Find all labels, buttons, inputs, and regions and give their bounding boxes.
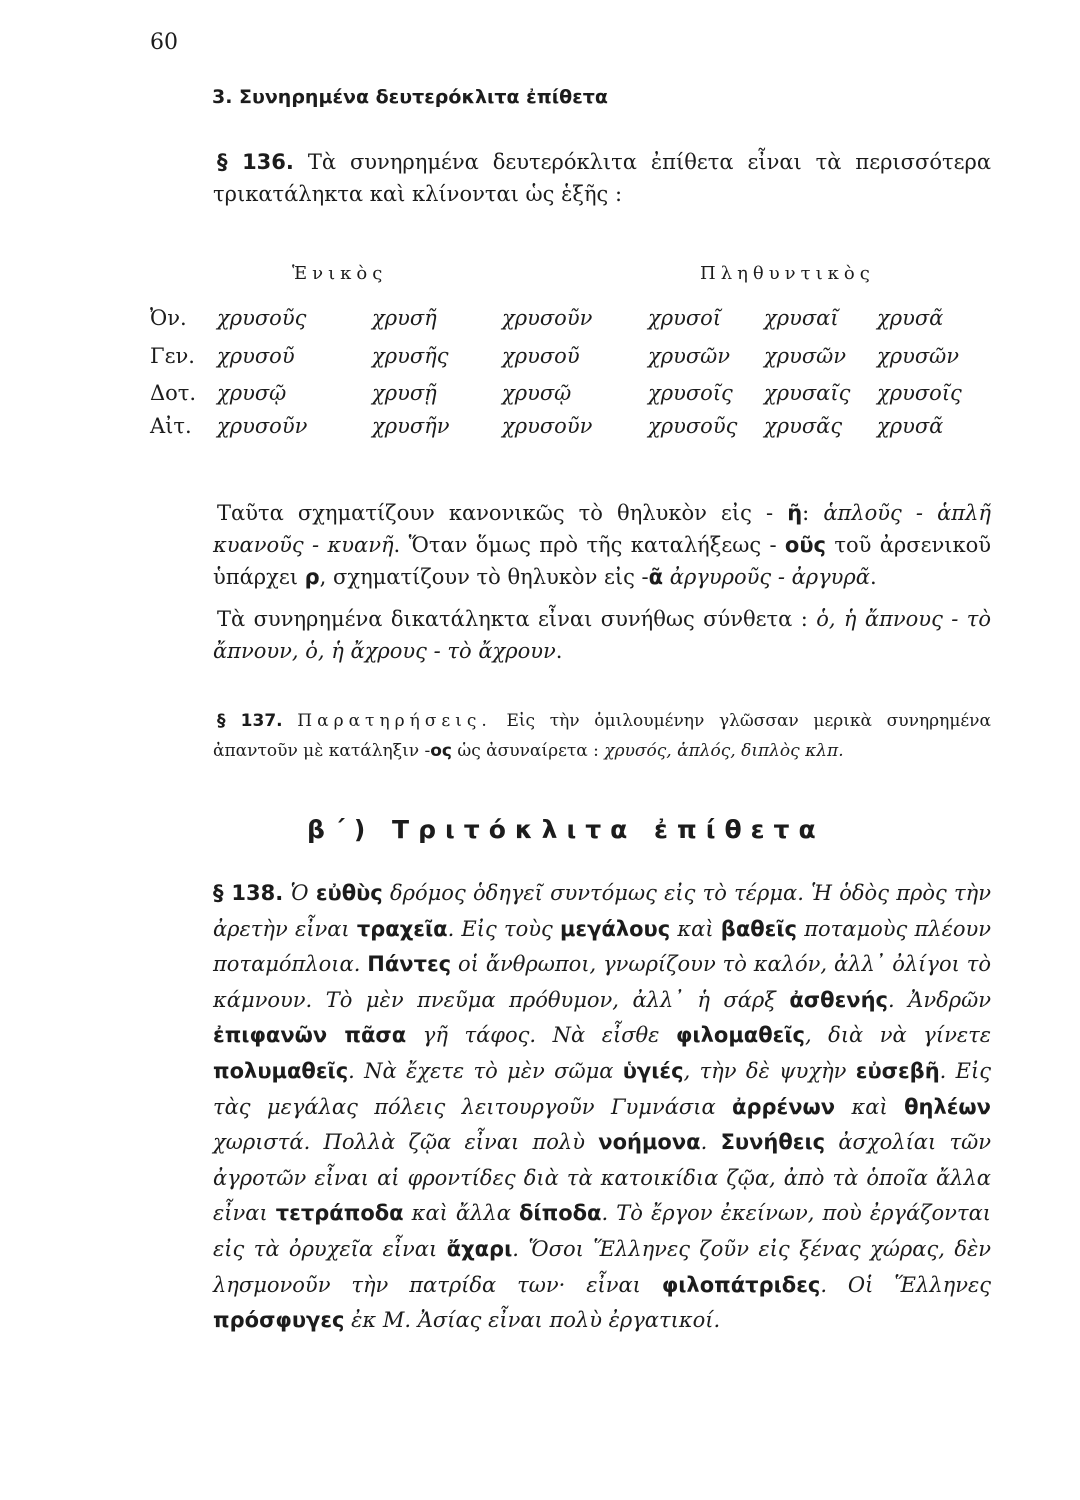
example-text: . Ὅσοι Ἕλληνες ζοῦν εἰς ξένας χώρας, δὲν λησμονοῦν τὴν πατρίδα των· εἶναι	[213, 1236, 991, 1297]
two-ending-text: Τὰ συνηρημένα δικατάληκτα εἶναι συνήθως σύνθετα :	[217, 607, 817, 631]
rule-text: Ταῦτα σχηματίζουν κανονικῶς τὸ θηλυκὸν εἰς -	[217, 501, 788, 525]
letter-rho: ρ	[304, 565, 320, 589]
section-number-137: § 137.	[217, 711, 283, 731]
example-text: χωριστά. Πολλὰ ζῷα εἶναι πολὺ	[213, 1130, 599, 1155]
form-masc-pl: χρυσοῖ	[648, 306, 722, 330]
subsection-heading-beta: β΄) Τριτόκλιτα ἐπίθετα	[307, 815, 825, 844]
remarks-example: χρυσός, ἁπλός, διπλὸς κλπ.	[604, 741, 844, 761]
bold-adjective: μεγάλους	[559, 916, 671, 941]
rule-example: ἁπλοῦς - ἁπλῆ κυανοῦς - κυανῆ	[213, 501, 991, 557]
example-text	[283, 881, 290, 905]
bold-adjective: τραχεῖα	[356, 916, 448, 941]
example-text: , διὰ νὰ γίνετε	[804, 1023, 991, 1048]
bold-adjective: ἐπιφανῶν πᾶσα	[213, 1023, 407, 1048]
case-label: Αἰτ.	[150, 414, 192, 438]
bold-adjective: φιλομαθεῖς	[676, 1023, 805, 1048]
example-text: ἐκ Μ. Ἀσίας εἶναι πολὺ ἐργατικοί.	[344, 1308, 721, 1333]
example-text: καὶ	[670, 916, 721, 941]
rule-text: . Ὅταν ὅμως πρὸ τῆς καταλήξεως -	[393, 533, 785, 557]
table-row	[0, 414, 1080, 448]
example-text: Ὁ	[290, 881, 316, 905]
ending-os: ος	[430, 741, 452, 761]
example-text: . Οἱ Ἕλληνες	[820, 1272, 992, 1297]
example-text: , τὴν δὲ ψυχὴν	[683, 1058, 856, 1083]
table-row	[0, 381, 1080, 415]
paragraph-two-ending	[213, 603, 991, 667]
remarks-text: Εἰς τὴν ὁμιλουμένην γλῶσσαν μερικὰ συνηρημένα ἀπαντοῦν μὲ κατάληξιν -	[213, 711, 991, 761]
bold-adjective: πρόσφυγες	[213, 1308, 345, 1333]
form-neut-sg: χρυσοῦν	[502, 306, 593, 330]
example-text: γῆ τάφος. Νὰ εἶσθε	[406, 1023, 676, 1048]
form-masc-sg: χρυσοῦς	[217, 306, 307, 330]
section-number-138: § 138.	[213, 881, 284, 905]
form-neut-sg: χρυσοῦν	[502, 414, 593, 438]
form-neut-sg: χρυσοῦ	[502, 344, 580, 368]
bold-adjective: ἀρρένων	[732, 1094, 836, 1119]
example-text: . Εἰς τοὺς	[447, 916, 560, 941]
paragraph-feminine-rule	[213, 497, 991, 593]
form-neut-pl: χρυσᾶ	[877, 306, 944, 330]
singular-label: Ἑνικὸς	[292, 263, 388, 284]
table-row	[0, 344, 1080, 378]
case-label: Ὀν.	[150, 306, 187, 330]
example-text: .	[700, 1130, 721, 1155]
form-fem-sg: χρυσῆ	[372, 306, 437, 330]
table-row	[0, 306, 1080, 340]
rule-text: :	[802, 501, 824, 525]
form-neut-pl: χρυσοῖς	[877, 381, 962, 405]
page-number: 60	[150, 30, 178, 55]
case-label: Δοτ.	[150, 381, 197, 405]
form-neut-pl: χρυσῶν	[877, 344, 960, 368]
section-number-136: § 136.	[217, 150, 294, 174]
plural-label: Πληθυντικὸς	[700, 263, 875, 284]
case-label: Γεν.	[150, 344, 195, 368]
paragraph-138-body	[213, 881, 991, 1332]
example-text: δρόμος ὁδηγεῖ συντόμως εἰς τὸ τέρμα. Ἡ ὁδὸς πρὸς τὴν ἀρετὴν εἶναι	[213, 881, 992, 941]
paragraph-137	[213, 706, 991, 766]
bold-adjective: Πάντες	[367, 952, 452, 977]
bold-adjective: εὐθὺς	[315, 881, 383, 905]
paragraph-136	[213, 146, 991, 210]
bold-adjective: εὐσεβῆ	[855, 1058, 940, 1083]
form-fem-sg: χρυσῆν	[372, 414, 450, 438]
bold-adjective: φιλοπάτριδες	[661, 1272, 821, 1297]
bold-adjective: Συνήθεις	[720, 1130, 826, 1155]
bold-adjective: ἀσθενής	[789, 987, 888, 1012]
form-neut-pl: χρυσᾶ	[877, 414, 944, 438]
form-fem-sg: χρυσῆς	[372, 344, 449, 368]
bold-adjective: βαθεῖς	[720, 916, 797, 941]
ending-ous: οῦς	[784, 533, 826, 557]
bold-adjective: θηλέων	[904, 1094, 991, 1119]
example-text: καὶ	[835, 1094, 905, 1119]
form-masc-pl: χρυσοῦς	[648, 414, 738, 438]
example-text: . Νὰ ἔχετε τὸ μὲν σῶμα	[348, 1058, 623, 1083]
form-masc-pl: χρυσοῖς	[648, 381, 733, 405]
form-masc-sg: χρυσοῦν	[217, 414, 308, 438]
form-neut-sg: χρυσῷ	[502, 381, 572, 405]
rule-example: ἀργυροῦς - ἀργυρᾶ	[669, 565, 870, 589]
ending-alpha: ᾶ	[648, 565, 664, 589]
bold-adjective: πολυμαθεῖς	[213, 1058, 349, 1083]
example-text: . Τὸ ἔργον ἐκείνων, ποὺ ἐργάζονται εἰς τὰ ὀρυχεῖα εἶναι	[213, 1201, 991, 1261]
two-ending-example: ὁ, ἡ ἄπνους - τὸ ἄπνουν, ὁ, ἡ ἄχρους - τὸ ἄχρουν	[213, 607, 991, 663]
bold-adjective: τετράποδα	[275, 1201, 404, 1226]
example-text: ποταμοὺς πλέουν ποταμόπλοια.	[213, 916, 992, 977]
rule-text: τοῦ ἀρσενικοῦ ὑπάρχει	[213, 533, 992, 589]
form-masc-sg: χρυσοῦ	[217, 344, 295, 368]
rule-text: , σχηματίζουν τὸ θηλυκὸν εἰς -	[319, 565, 649, 589]
remarks-text: ὡς ἀσυναίρετα :	[451, 741, 605, 761]
paragraph-138	[213, 876, 991, 1339]
bold-adjective: ἄχαρι	[446, 1236, 513, 1261]
form-masc-pl: χρυσῶν	[648, 344, 731, 368]
bold-adjective: δίποδα	[518, 1201, 602, 1226]
rule-text	[663, 565, 670, 589]
form-fem-pl: χρυσᾶς	[764, 414, 843, 438]
bold-adjective: νοήμονα	[598, 1130, 701, 1155]
example-text: . Εἰς τὰς μεγάλας πόλεις λειτουργοῦν Γυμνάσια	[213, 1058, 991, 1119]
two-ending-text: .	[555, 639, 563, 663]
ending-eta: ῆ	[787, 501, 803, 525]
form-fem-pl: χρυσῶν	[764, 344, 847, 368]
example-text: οἱ ἄνθρωποι, γνωρίζουν τὸ καλόν, ἀλλ᾽ ὀλίγοι τὸ κάμνουν. Τὸ μὲν πνεῦμα πρόθυμον, ἀλλ᾽ ἡ σάρξ	[213, 952, 991, 1012]
form-masc-sg: χρυσῷ	[217, 381, 287, 405]
example-text: ἀσχολίαι τῶν ἀγροτῶν εἶναι αἱ φροντίδες διὰ τὰ κατοικίδια ζῷα, ἀπὸ τὰ ὁποῖα ἄλλα εἶναι	[213, 1130, 992, 1226]
example-text: καὶ ἄλλα	[403, 1201, 519, 1226]
bold-adjective: ὑγιές	[622, 1058, 684, 1083]
section-heading: 3. Συνηρημένα δευτερόκλιτα ἐπίθετα	[212, 86, 608, 108]
form-fem-pl: χρυσαῖ	[764, 306, 839, 330]
rule-text: .	[869, 565, 877, 589]
form-fem-sg: χρυσῇ	[372, 381, 437, 405]
paragraph-136-text: Τὰ συνηρημένα δευτερόκλιτα ἐπίθετα εἶναι τὰ περισσότερα τρικατάληκτα καὶ κλίνονται ὡς ἑξῆς :	[213, 150, 992, 206]
example-text: . Ἀνδρῶν	[887, 987, 991, 1012]
form-fem-pl: χρυσαῖς	[764, 381, 851, 405]
remarks-label: Παρατηρήσεις.	[297, 711, 492, 731]
